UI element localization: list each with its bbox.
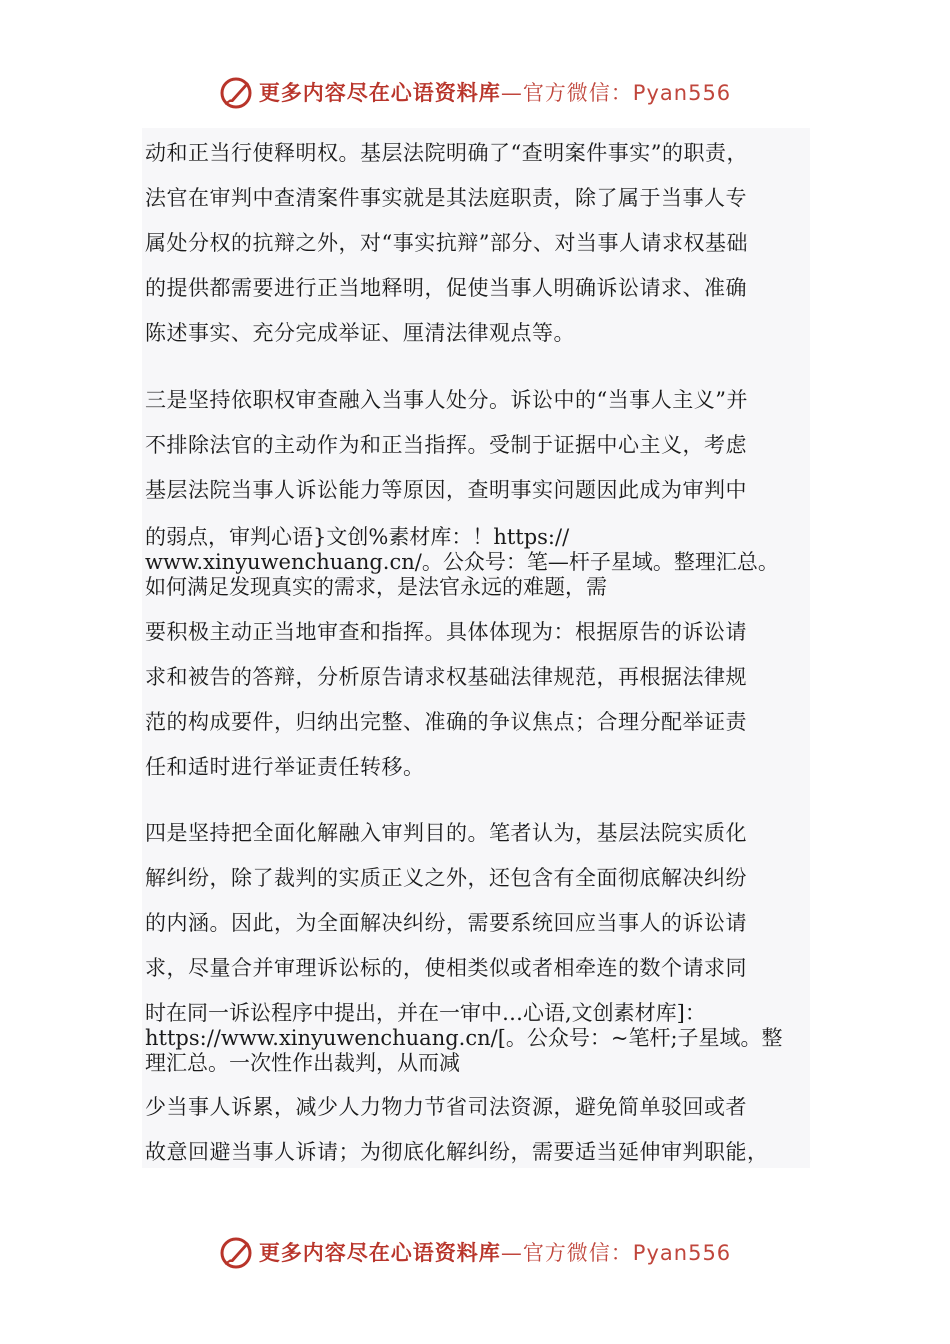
text-line: 求和被告的答辩，分析原告请求权基础法律规范，再根据法律规 [145, 665, 747, 689]
footer-banner [0, 1232, 950, 1272]
text-line: 陈述事实、充分完成举证、厘清法律观点等。 [145, 321, 575, 345]
text-line: 法官在审判中查清案件事实就是其法庭职责，除了属于当事人专 [145, 186, 747, 210]
text-line: 的内涵。因此，为全面解决纠纷，需要系统回应当事人的诉讼请 [145, 911, 747, 935]
banner [219, 74, 731, 110]
text-line: 四是坚持把全面化解融入审判目的。笔者认为，基层法院实质化 [145, 821, 747, 845]
text-line: 属处分权的抗辩之外，对“事实抗辩”部分、对当事人请求权基础 [145, 231, 748, 255]
banner [219, 1234, 731, 1270]
text-line: 任和适时进行举证责任转移。 [145, 755, 425, 779]
text-line: 少当事人诉累，减少人力物力节省司法资源，避免简单驳回或者 [145, 1095, 747, 1119]
header-banner [0, 72, 950, 112]
paragraph-3 [145, 610, 825, 790]
text-line: 范的构成要件，归纳出完整、准确的争议焦点；合理分配举证责 [145, 710, 747, 734]
document-body [142, 128, 810, 1168]
text-line: 动和正当行使释明权。基层法院明确了“查明案件事实”的职责， [145, 141, 748, 165]
banner-sub-text: —官方微信：Pyan556 [500, 1241, 732, 1265]
banner-main-text: 更多内容尽在心语资料库 [258, 80, 501, 105]
text-line: 故意回避当事人诉请；为彻底化解纠纷，需要适当延伸审判职能， [145, 1140, 769, 1164]
text-line: 要积极主动正当地审查和指挥。具体体现为：根据原告的诉讼请 [145, 620, 747, 644]
inserted-promo-text-2: 时在同一诉讼程序中提出，并在一审中…心语,文创素材库]： https://www.xinyuwenchuang.cn/[。公众号：~笔杆;子星域。整 理汇总。一次性作出裁判，从而减 [145, 1001, 783, 1075]
text-line: 的提供都需要进行正当地释明，促使当事人明确诉讼请求、准确 [145, 276, 747, 300]
text-line: 不排除法官的主动作为和正当指挥。受制于证据中心主义，考虑 [145, 433, 747, 457]
banner-main-text: 更多内容尽在心语资料库 [258, 1240, 501, 1265]
paragraph-1 [145, 131, 825, 356]
text-line: 基层法院当事人诉讼能力等原因，查明事实问题因此成为审判中 [145, 478, 747, 502]
banner-sub-text: —官方微信：Pyan556 [500, 81, 732, 105]
paragraph-4 [145, 811, 825, 991]
quill-logo-icon [219, 74, 255, 110]
text-line: 三是坚持依职权审查融入当事人处分。诉讼中的“当事人主义”并 [145, 388, 748, 412]
inserted-promo-text-1: 的弱点，审判心语}文创%素材库：！https:// www.xinyuwenchuang.cn/。公众号：笔—杆子星域。整理汇总。 如何满足发现真实的需求，是法官永远的难题，需 [145, 525, 779, 599]
paragraph-2 [145, 378, 825, 513]
text-line: 求，尽量合并审理诉讼标的，使相类似或者相牵连的数个请求同 [145, 956, 747, 980]
quill-logo-icon [219, 1234, 255, 1270]
paragraph-5 [145, 1085, 825, 1175]
text-line: 解纠纷，除了裁判的实质正义之外，还包含有全面彻底解决纠纷 [145, 866, 747, 890]
